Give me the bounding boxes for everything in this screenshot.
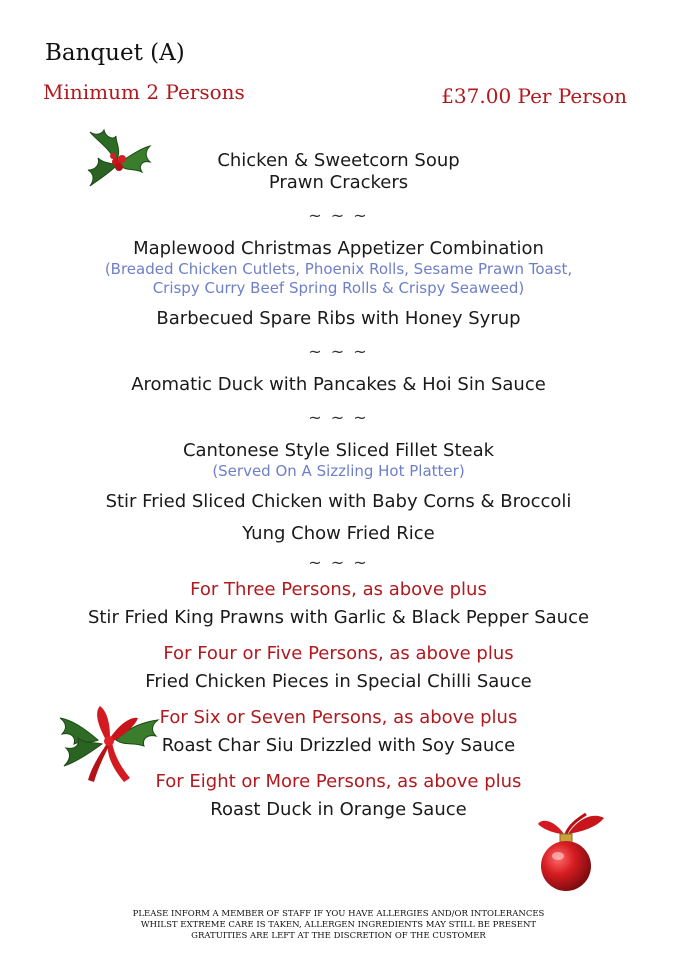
extra-heading: For Four or Five Persons, as above plus [163,643,514,664]
extra-heading: For Six or Seven Persons, as above plus [159,707,518,728]
menu-note: (Breaded Chicken Cutlets, Phoenix Rolls, Sesame Prawn Toast, [104,260,573,278]
menu-item: Roast Char Siu Drizzled with Soy Sauce [161,735,516,756]
course-separator: ~ ~ ~ [308,408,369,427]
menu-item: Barbecued Spare Ribs with Honey Syrup [156,308,521,329]
menu-note: (Served On A Sizzling Hot Platter) [212,462,465,480]
footer-line: PLEASE INFORM A MEMBER OF STAFF IF YOU HAVE ALLERGIES AND/OR INTOLERANCES [132,909,545,919]
bauble-icon [534,810,610,894]
menu-item: Cantonese Style Sliced Fillet Steak [182,440,495,461]
menu-item: Yung Chow Fried Rice [242,523,435,544]
menu-item: Maplewood Christmas Appetizer Combination [133,238,544,259]
menu-item: Aromatic Duck with Pancakes & Hoi Sin Sauce [131,374,546,395]
footer-line: WHILST EXTREME CARE IS TAKEN, ALLERGEN INGREDIENTS MAY STILL BE PRESENT [140,920,537,930]
course-separator: ~ ~ ~ [308,553,369,572]
menu-item: Roast Duck in Orange Sauce [210,799,467,820]
page-title: Banquet (A) [45,40,185,66]
menu-item: Stir Fried Sliced Chicken with Baby Corns & Broccoli [105,491,572,512]
extra-heading: For Three Persons, as above plus [190,579,487,600]
course-separator: ~ ~ ~ [308,342,369,361]
menu-list [0,150,677,821]
allergy-notice [0,909,677,942]
footer-line: GRATUITIES ARE LEFT AT THE DISCRETION OF THE CUSTOMER [191,931,486,941]
price-per-person: £37.00 Per Person [441,84,627,108]
course-separator: ~ ~ ~ [308,206,369,225]
menu-item: Stir Fried King Prawns with Garlic & Black Pepper Sauce [87,607,590,628]
extra-heading: For Eight or More Persons, as above plus [155,771,522,792]
menu-item: Chicken & Sweetcorn Soup [217,150,460,171]
menu-note: Crispy Curry Beef Spring Rolls & Crispy Seaweed) [152,279,525,297]
menu-item: Prawn Crackers [268,172,409,193]
minimum-persons: Minimum 2 Persons [43,80,245,104]
menu-item: Fried Chicken Pieces in Special Chilli Sauce [145,671,532,692]
